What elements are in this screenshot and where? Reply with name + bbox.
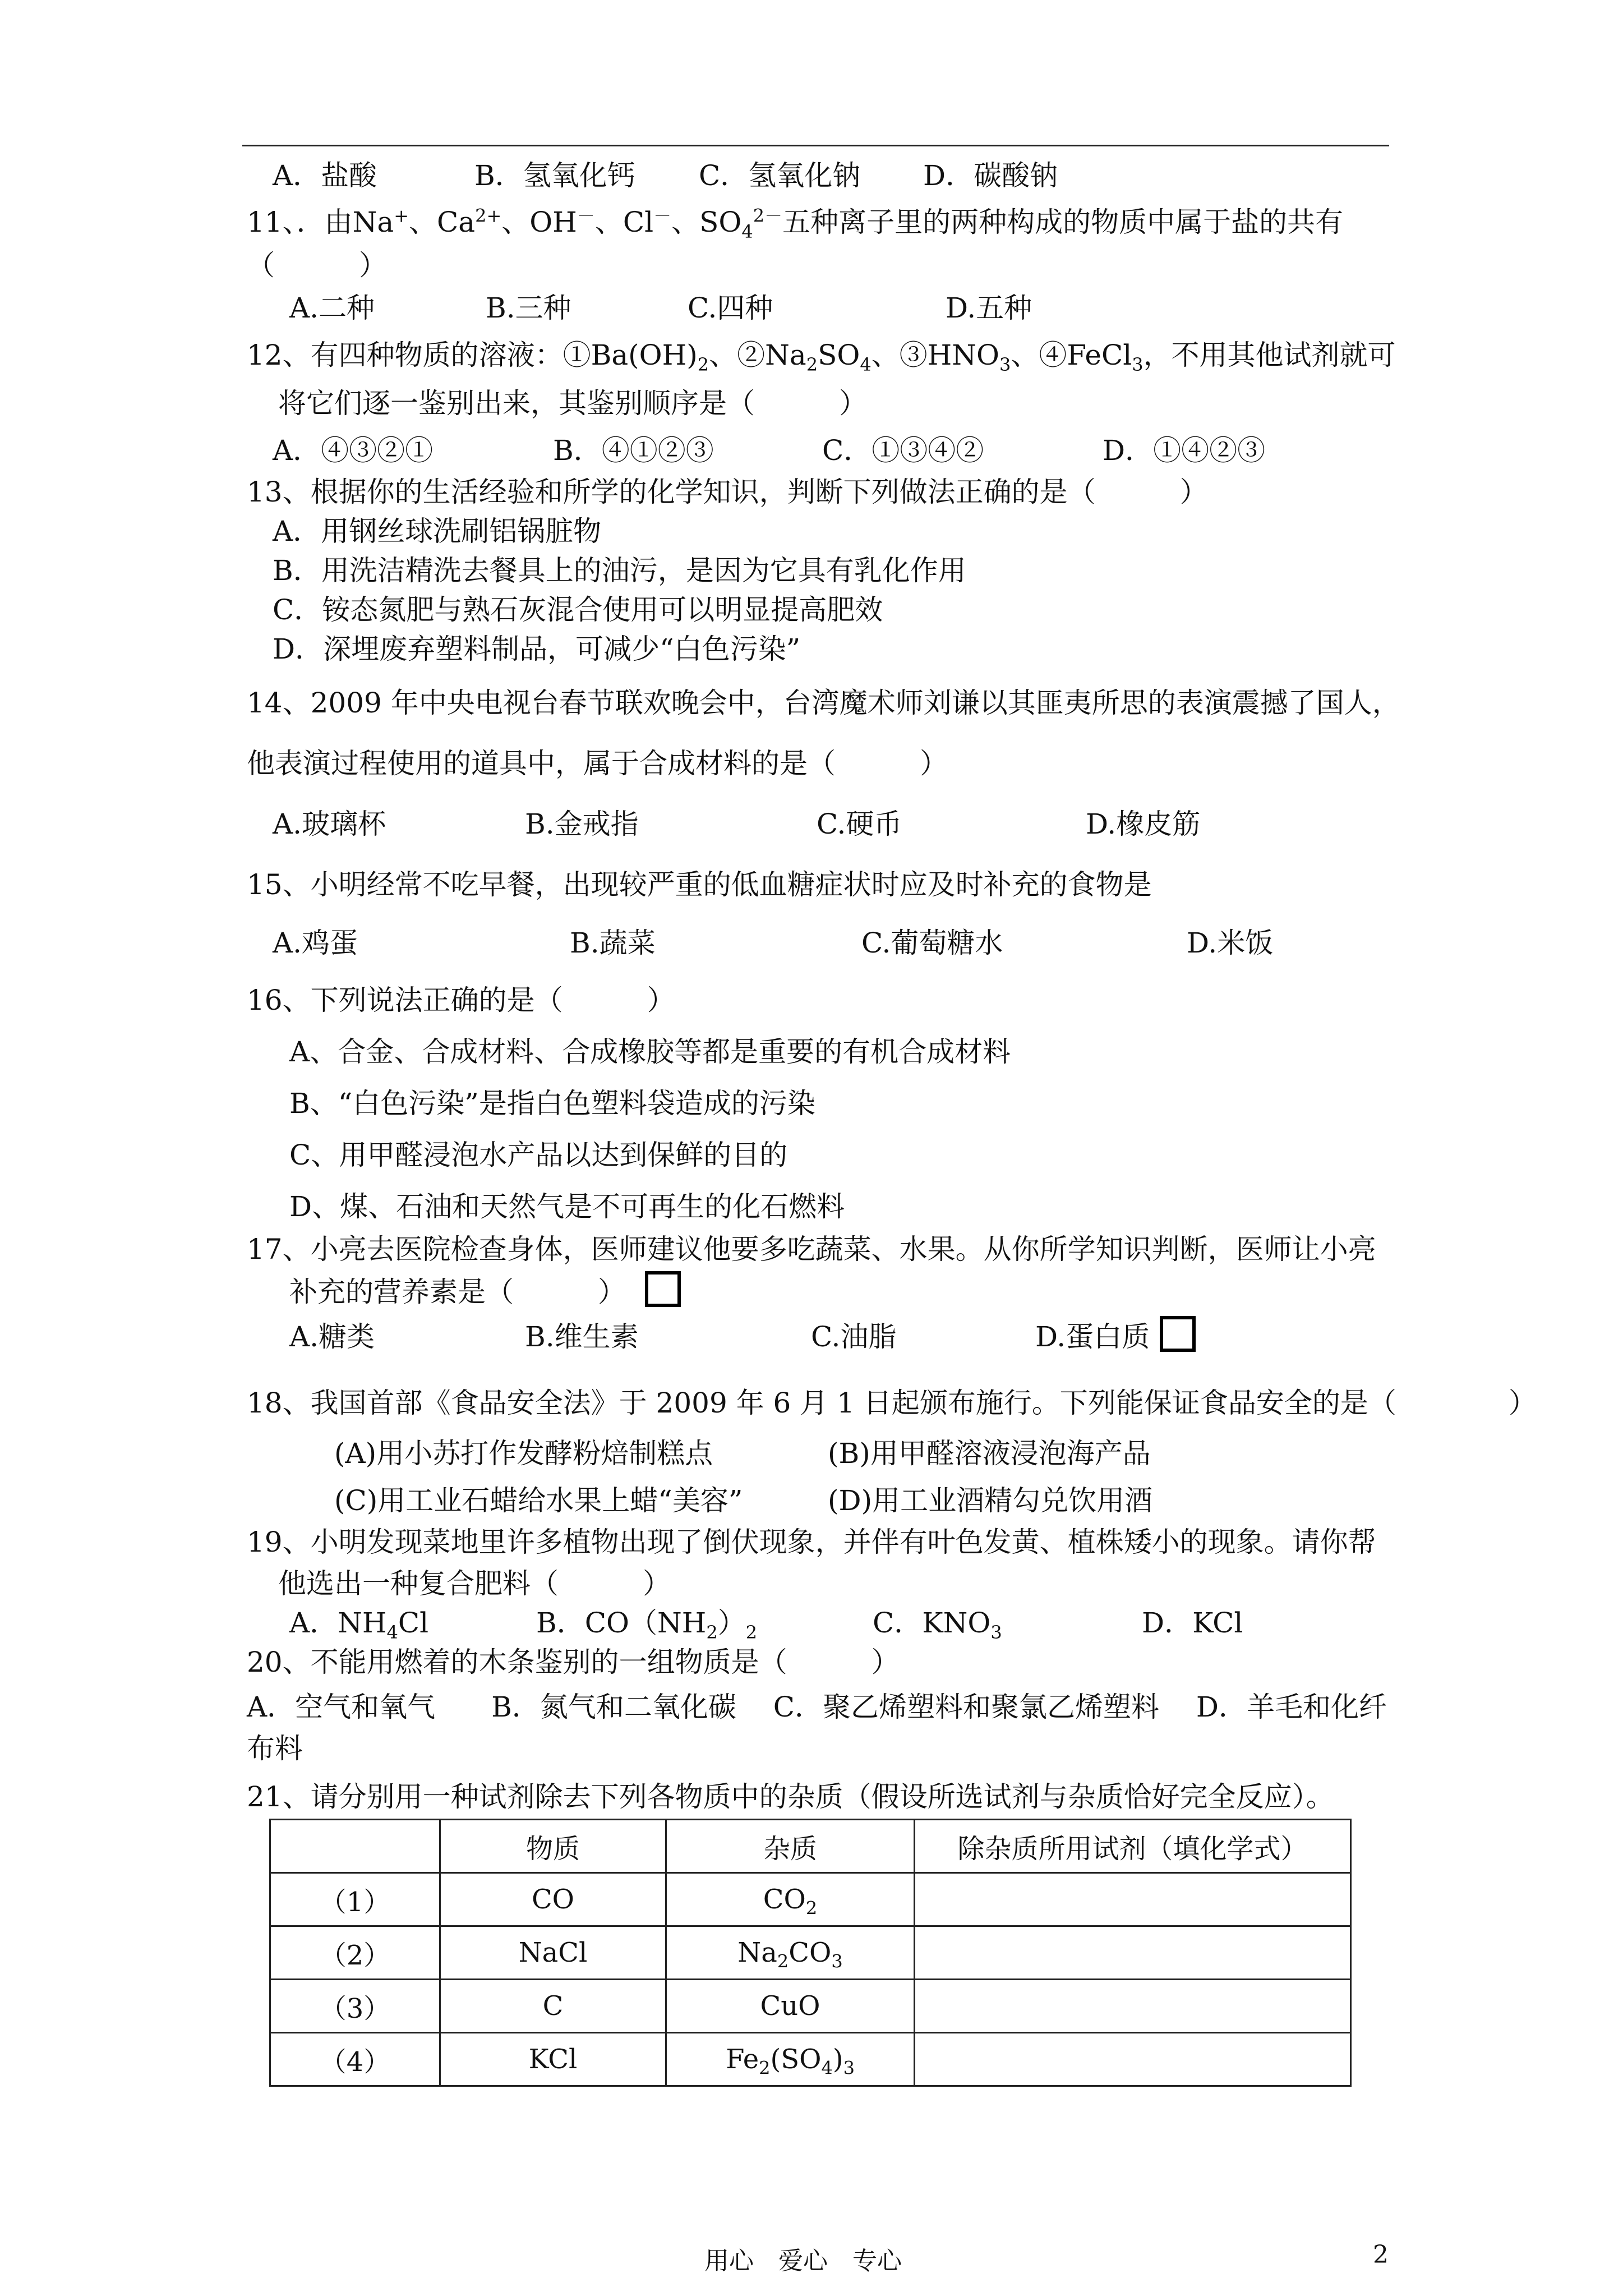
reagent-answer-cell[interactable] [915,1926,1351,1980]
substance-cell: C [440,1980,666,2033]
q14-line1: 14、2009 年中央电视台春节联欢晚会中，台湾魔术师刘谦以其匪夷所思的表演震撼了国人， [247,687,1400,719]
page-number: 2 [1373,2240,1389,2269]
impurity-cell: CuO [666,1980,915,2033]
option: B.维生素 [525,1320,639,1353]
q16-option-d: D、煤、石油和天然气是不可再生的化石燃料 [289,1190,845,1223]
table-row [270,1926,1351,1980]
q11-stem: 11、．由Na+、$Ca^{2+}$、OH－、Cl－、$SO_4^{2-}$五种离子里的两种构成的物质中属于盐的共有 [247,205,1344,242]
q13-option-b: B．用洗洁精洗去餐具上的油污，是因为它具有乳化作用 [273,554,966,587]
q20-stem: 20、不能用燃着的木条鉴别的一组物质是（ ） [247,1646,900,1678]
option: B．④①②③ [553,434,714,467]
header-cell: 杂质 [666,1820,915,1873]
q11-blank: （ ） [247,249,387,282]
reagent-answer-cell[interactable] [915,2033,1351,2086]
option: (B)用甲醛溶液浸泡海产品 [828,1437,1151,1470]
row-index: （4） [270,2033,440,2086]
substance-cell: KCl [440,2033,666,2086]
option: D.橡皮筋 [1086,808,1201,840]
option: B.金戒指 [525,808,639,840]
option: B.三种 [486,292,571,324]
header-rule [242,145,1389,146]
reagent-answer-cell[interactable] [915,1873,1351,1926]
q18-stem: 18、我国首部《食品安全法》于 2009 年 6 月 1 日起颁布施行。下列能保证食品安全的是（ ） [247,1387,1537,1419]
q16-option-c: C、用甲醛浸泡水产品以达到保鲜的目的 [289,1139,788,1171]
option: B．$CO(NH_2)_2$ [536,1607,758,1643]
q16-option-a: A、合金、合成材料、合成橡胶等都是重要的有机合成材料 [289,1036,1011,1068]
q19-line2: 他选出一种复合肥料（ ） [278,1567,671,1600]
table-row [270,1980,1351,2033]
option: A.糖类 [289,1320,375,1353]
table-row [270,1873,1351,1926]
q13-option-c: C．铵态氮肥与熟石灰混合使用可以明显提高肥效 [273,593,883,626]
q20-options: A．空气和氧气 B．氮气和二氧化碳 C．聚乙烯塑料和聚氯乙烯塑料 D．羊毛和化纤 [247,1691,1387,1723]
q14-line2: 他表演过程使用的道具中，属于合成材料的是（ ） [247,747,948,780]
row-index: （1） [270,1873,440,1926]
option: C．①③④② [822,434,984,467]
substance-cell: NaCl [440,1926,666,1980]
row-index: （2） [270,1926,440,1980]
q21-stem: 21、请分别用一种试剂除去下列各物质中的杂质（假设所选试剂与杂质恰好完全反应）。 [247,1780,1334,1813]
option: B．氢氧化钙 [474,159,635,192]
option: A.玻璃杯 [273,808,386,840]
option: (C)用工业石蜡给水果上蜡“美容” [334,1484,743,1517]
row-index: （3） [270,1980,440,2033]
q17-line1: 17、小亮去医院检查身体，医师建议他要多吃蔬菜、水果。从你所学知识判断，医师让小亮 [247,1233,1376,1266]
header-cell: 物质 [440,1820,666,1873]
option: A．④③②① [273,434,434,467]
option: C.四种 [688,292,773,324]
option: C．氢氧化钠 [699,159,861,192]
impurity-cell: $Na_2CO_3$ [666,1926,915,1980]
q16-stem: 16、下列说法正确的是（ ） [247,984,675,1016]
q13-stem: 13、根据你的生活经验和所学的化学知识，判断下列做法正确的是（ ） [247,476,1208,508]
option: A．盐酸 [273,159,377,192]
q16-option-b: B、“白色污染”是指白色塑料袋造成的污染 [289,1087,815,1120]
q13-option-a: A．用钢丝球洗刷铝锅脏物 [273,515,602,547]
option: A．$NH_4Cl$ [289,1607,429,1643]
q15-stem: 15、小明经常不吃早餐，出现较严重的低血糖症状时应及时补充的食物是 [247,868,1152,901]
substance-cell: CO [440,1873,666,1926]
option: C.葡萄糖水 [861,927,1003,959]
header-cell [270,1820,440,1873]
answer-box [1160,1316,1196,1352]
impurity-cell: $CO_2$ [666,1873,915,1926]
option: D.蛋白质 [1035,1320,1150,1353]
option: C.油脂 [811,1320,897,1353]
option: D.五种 [946,292,1032,324]
option: A.二种 [289,292,375,324]
option: (D)用工业酒精勾兑饮用酒 [828,1484,1153,1517]
q19-line1: 19、小明发现菜地里许多植物出现了倒伏现象，并伴有叶色发黄、植株矮小的现象。请你帮 [247,1526,1376,1558]
q13-option-d: D．深埋废弃塑料制品，可减少“白色污染” [273,633,801,665]
option: C.硬币 [817,808,902,840]
table-header-row [270,1820,1351,1873]
q12-line2: 将它们逐一鉴别出来，其鉴别顺序是（ ） [278,387,867,420]
table-row [270,2033,1351,2086]
answer-box [645,1271,681,1307]
q17-line2: 补充的营养素是（ ） [289,1276,626,1308]
option: (A)用小苏打作发酵粉焙制糕点 [334,1437,713,1470]
option: D.米饭 [1187,927,1274,959]
option: D．①④②③ [1103,434,1266,467]
footer-motto: 用心 爱心 专心 [704,2247,902,2275]
impurity-table [269,1819,1352,2087]
option: D．KCl [1142,1607,1243,1639]
header-cell: 除杂质所用试剂（填化学式） [915,1820,1351,1873]
option: D．碳酸钠 [923,159,1058,192]
q12-stem: 12、有四种物质的溶液：$①Ba(OH)_2$、$②Na_2SO_4$、$③HNO_3$、④FeCl$_3$，不用其他试剂就可 [247,339,1396,375]
option: A.鸡蛋 [273,927,358,959]
q20-options-cont: 布料 [247,1732,303,1765]
impurity-cell: $Fe_2(SO_4)_3$ [666,2033,915,2086]
reagent-answer-cell[interactable] [915,1980,1351,2033]
option: B.蔬菜 [570,927,656,959]
option: C．$KNO_3$ [873,1607,1002,1643]
